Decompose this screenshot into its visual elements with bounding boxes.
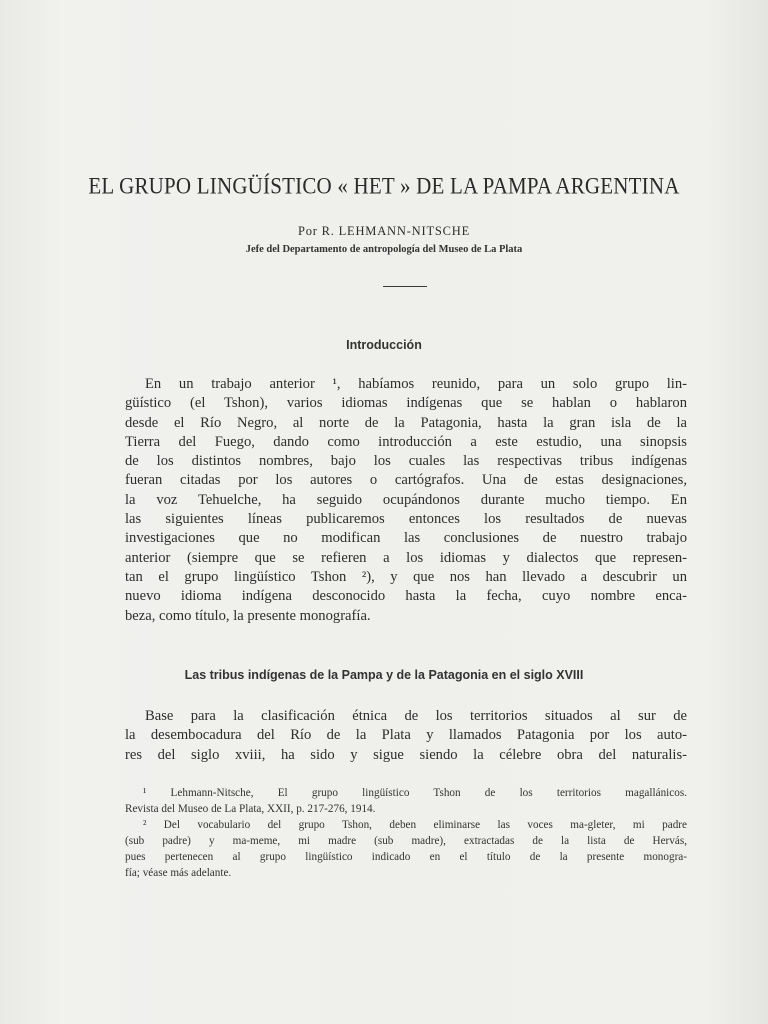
text-line: beza, como título, la presente monografía. bbox=[125, 607, 371, 624]
section-heading-introduccion: Introducción bbox=[346, 338, 422, 352]
article-author: Por R. LEHMANN-NITSCHE bbox=[297, 224, 471, 238]
text-line: tan el grupo lingüístico Tshon ²), y que nos han llevado a descubrir un bbox=[125, 568, 687, 585]
text-line: güístico (el Tshon), varios idiomas indígenas que se hablan o hablaron bbox=[125, 395, 687, 412]
article-title: EL GRUPO LINGÜÍSTICO « HET » DE LA PAMPA ARGENTINA bbox=[88, 173, 680, 199]
footnote-line: fía; véase más adelante. bbox=[125, 867, 232, 879]
text-line: las siguientes líneas publicaremos entonces los resultados de nuevas bbox=[125, 511, 687, 528]
text-line: investigaciones que no modifican las conclusiones de nuestro trabajo bbox=[125, 530, 687, 547]
text-line: anterior (siempre que se refieren a los idiomas y dialectos que represen- bbox=[125, 549, 687, 566]
text-line: desde el Río Negro, al norte de la Patagonia, hasta la gran isla de la bbox=[125, 414, 687, 431]
text-line: fueran citadas por los autores o cartógrafos. Una de estas designaciones, bbox=[125, 472, 687, 489]
text-line: nuevo idioma indígena desconocido hasta la fecha, cuyo nombre enca- bbox=[125, 588, 687, 605]
text-line: En un trabajo anterior ¹, habíamos reunido, para un solo grupo lin- bbox=[145, 376, 687, 392]
text-line: la desembocadura del Río de la Plata y llamados Patagonia por los auto- bbox=[125, 727, 687, 744]
text-line: de los distintos nombres, bajo los cuales las respectivas tribus indígenas bbox=[125, 453, 687, 470]
footnote-line: ¹ Lehmann-Nitsche, El grupo lingüístico Tshon de los territorios magallánicos. bbox=[143, 787, 687, 799]
tribus-paragraph bbox=[125, 707, 687, 765]
text-line: res del siglo xviii, ha sido y sigue siendo la célebre obra del naturalis- bbox=[125, 746, 687, 763]
text-line: la voz Tehuelche, ha seguido ocupándonos durante mucho tiempo. En bbox=[125, 491, 687, 508]
footnote-line: Revista del Museo de La Plata, XXII, p. 217-276, 1914. bbox=[125, 803, 376, 815]
footnote-line: ² Del vocabulario del grupo Tshon, deben eliminarse las voces ma-gleter, mi padre bbox=[143, 819, 687, 831]
title-divider bbox=[383, 286, 427, 287]
footnote-line: pues pertenecen al grupo lingüístico indicado en el título de la presente monogra- bbox=[125, 851, 687, 863]
author-affiliation: Jefe del Departamento de antropología del Museo de La Plata bbox=[245, 244, 523, 255]
text-line: Tierra del Fuego, dando como introducción a este estudio, una sinopsis bbox=[125, 433, 687, 450]
text-line: Base para la clasificación étnica de los territorios situados al sur de bbox=[145, 708, 687, 724]
intro-paragraph bbox=[125, 375, 687, 626]
footnote-line: (sub padre) y ma-meme, mi madre (sub madre), extractadas de la lista de Hervás, bbox=[125, 835, 687, 847]
section-heading-tribus: Las tribus indígenas de la Pampa y de la Patagonia en el siglo XVIII bbox=[184, 668, 584, 682]
footnotes bbox=[125, 785, 687, 881]
